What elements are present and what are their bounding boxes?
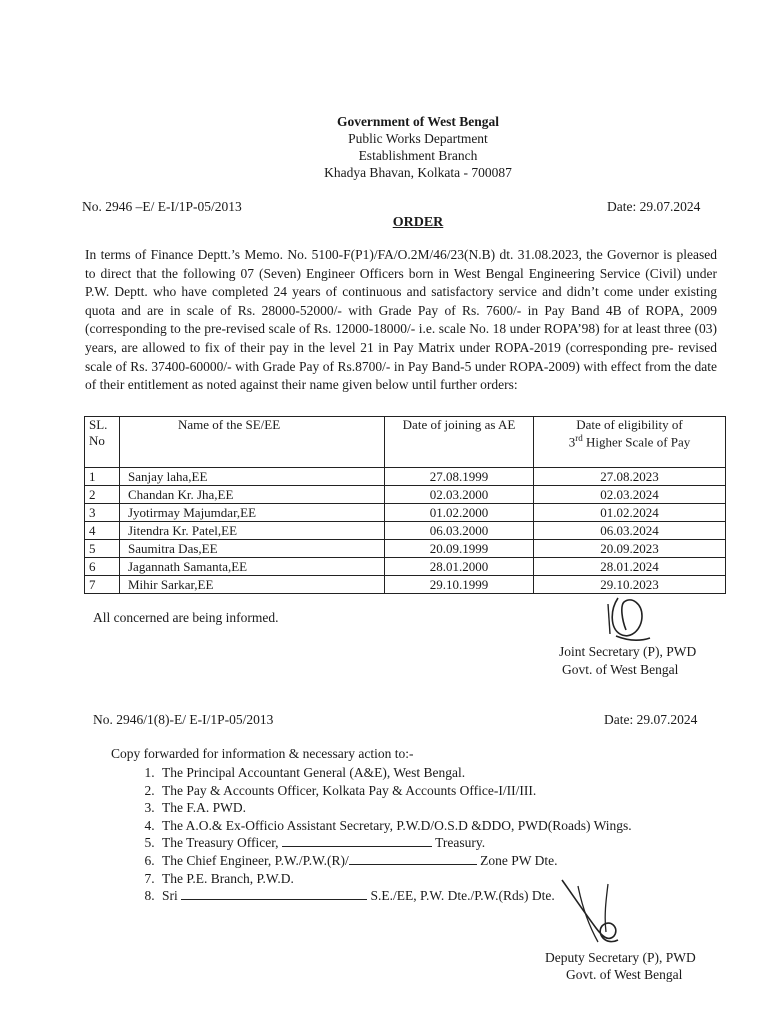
joining-cell: 20.09.1999 [385,540,534,558]
list-item: 1. The Principal Accountant General (A&E), West Bengal. [158,764,632,782]
table-row [85,558,726,576]
sl-cell: 5 [85,540,120,558]
list-item: 4. The A.O.& Ex-Officio Assistant Secretary, P.W.D/O.S.D &DDO, PWD(Roads) Wings. [158,817,632,835]
treasury-suffix: Treasury. [435,835,486,851]
signatory2-designation: Deputy Secretary (P), PWD [545,950,696,965]
treasury-blank [282,834,432,847]
name-cell: Jyotirmay Majumdar,EE [120,504,385,522]
eligibility-cell: 29.10.2023 [534,576,726,594]
list-item: 2. The Pay & Accounts Officer, Kolkata Pay & Accounts Office-I/II/III. [158,782,632,800]
office-address: Khadya Bhavan, Kolkata - 700087 [324,165,512,180]
eligibility-header-line1: Date of eligibility of [576,417,683,432]
sl-cell: 4 [85,522,120,540]
sl-cell: 7 [85,576,120,594]
list-item: 7. The P.E. Branch, P.W.D. [158,870,632,888]
table-row [85,468,726,486]
government-title: Government of West Bengal [336,114,500,129]
signatory2-org: Govt. of West Bengal [566,967,683,982]
signature-joint-secretary [580,590,670,650]
order-body: In terms of Finance Deptt.’s Memo. No. 5100-F(P1)/FA/O.2M/46/23(N.B) dt. 31.08.2023, the Governor is pleased to direct that the following 07 (Seven) Engineer Officers born in West Bengal Engineering Service (Civil) under P.W. Deptt. who have completed 24 years of continuous and satisfactory service and didn’t come under existing quota and are in scale of Rs. 28000-52000/- with Grade Pay of Rs. 7600/- in Pay Band 4B of ROPA, 2009 (corresponding to the pre-revised scale of Rs. 12000-18000/- i.e. scale No. 18 under ROPA’98) for at least three (03) years, are allowed to fix of their pay in the level 21 in Pay Matrix under ROPA-2019 (corresponding pre- revised scale of Rs. 37400-60000/- with Grade Pay of Rs.8700/- in Pay Band-5 under ROPA-2009) with effect from the date of their entitlement as noted against their name given below until further orders: [85,247,717,393]
name-header: Name of the SE/EE [120,417,385,468]
name-cell: Jitendra Kr. Patel,EE [120,522,385,540]
eligibility-cell: 28.01.2024 [534,558,726,576]
joining-cell: 06.03.2000 [385,522,534,540]
copy-date: Date: 29.07.2024 [604,712,698,727]
name-cell: Saumitra Das,EE [120,540,385,558]
copy-memo-number: No. 2946/1(8)-E/ E-I/1P-05/2013 [93,712,274,727]
officers-table [84,416,726,594]
eligibility-cell: 27.08.2023 [534,468,726,486]
list-item: 3. The F.A. PWD. [158,799,632,817]
table-header-row [85,417,726,468]
joining-cell: 02.03.2000 [385,486,534,504]
name-cell: Mihir Sarkar,EE [120,576,385,594]
treasury-prefix: The Treasury Officer, [162,835,279,851]
order-memo-number: No. 2946 –E/ E-I/1P-05/2013 [82,199,242,214]
sl-header: SL. No [85,417,120,468]
department-name: Public Works Department [348,131,488,146]
sri-prefix: Sri [162,888,178,904]
zone-blank [349,852,477,865]
order-title: ORDER [392,215,444,230]
chief-engineer-prefix: The Chief Engineer, P.W./P.W.(R)/ [162,852,349,868]
order-date: Date: 29.07.2024 [607,199,701,214]
joining-header: Date of joining as AE [385,417,534,468]
joining-cell: 28.01.2000 [385,558,534,576]
table-row [85,522,726,540]
list-item [158,834,632,852]
eligibility-cell: 20.09.2023 [534,540,726,558]
sl-cell: 1 [85,468,120,486]
signatory1-designation: Joint Secretary (P), PWD [559,644,697,659]
name-cell: Sanjay laha,EE [120,468,385,486]
eligibility-header-ordinal: rd [575,433,583,443]
eligibility-header-num: 3 [568,434,576,450]
sl-cell: 6 [85,558,120,576]
branch-name: Establishment Branch [358,148,478,163]
joining-cell: 29.10.1999 [385,576,534,594]
sl-cell: 3 [85,504,120,522]
joining-cell: 01.02.2000 [385,504,534,522]
name-cell: Chandan Kr. Jha,EE [120,486,385,504]
sl-cell: 2 [85,486,120,504]
eligibility-header [534,417,726,468]
closing-line: All concerned are being informed. [93,610,279,625]
table-row [85,486,726,504]
list-item [158,852,632,870]
letterhead [0,113,768,181]
name-cell: Jagannath Samanta,EE [120,558,385,576]
eligibility-header-line2: Higher Scale of Pay [585,434,691,450]
signatory1-org: Govt. of West Bengal [562,662,679,677]
sri-blank [181,887,367,900]
eligibility-cell: 02.03.2024 [534,486,726,504]
signature-deputy-secretary [548,876,658,956]
eligibility-cell: 06.03.2024 [534,522,726,540]
table-row [85,504,726,522]
copy-intro: Copy forwarded for information & necessary action to:- [111,746,414,761]
chief-engineer-suffix: Zone PW Dte. [480,852,558,868]
joining-cell: 27.08.1999 [385,468,534,486]
sri-suffix: S.E./EE, P.W. Dte./P.W.(Rds) Dte. [370,888,555,904]
eligibility-cell: 01.02.2024 [534,504,726,522]
table-row [85,540,726,558]
